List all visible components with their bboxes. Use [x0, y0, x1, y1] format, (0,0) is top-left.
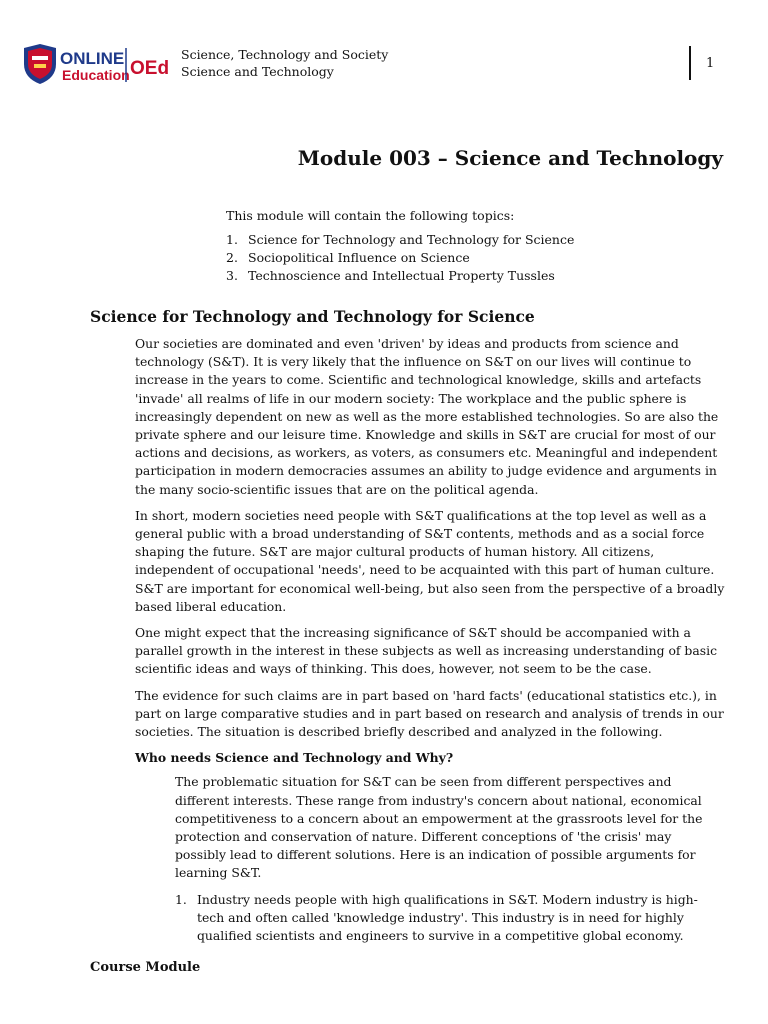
logo-education-text: Education	[62, 67, 130, 83]
header-text	[181, 46, 388, 80]
footer-label: Course Module	[90, 960, 201, 975]
paragraph: Our societies are dominated and even 'driven' by ideas and products from science and technology (S&T). It is very likely that the influence on S&T on our lives will continue to increase in the years to come. Scientific and technological knowledge, skills and artefacts 'invade' all realms of life in our modern society: The workplace and the public sphere is increasingly dependent on new as well as the more established technologies. So are also the private sphere and our leisure time. Knowledge and skills in S&T are crucial for most of our actions and decisions, as workers, as voters, as consumers etc. Meaningful and independent participation in modern democracies assumes an ability to judge evidence and arguments in the many socio-scientific issues that are on the political agenda.	[135, 336, 719, 497]
topic-item: 2. Sociopolitical Influence on Science	[226, 250, 470, 265]
header-divider	[689, 46, 691, 80]
argument-list	[175, 891, 725, 946]
subsection-body	[175, 773, 725, 945]
paragraph: The problematic situation for S&T can be seen from different perspectives and different interests. These range from industry's concern about national, economical competitiveness to a concern about an empowerment at the grassroots level for the protection and conservation of nature. Different conceptions of 'the crisis' may possibly lead to different solutions. Here is an indication of possible arguments for learning S&T.	[175, 774, 703, 881]
subject-name: Science and Technology	[181, 64, 334, 79]
paragraph: In short, modern societies need people with S&T qualifications at the top level as well as a general public with a broad understanding of S&T contents, methods and as a social force shaping the future. S&T are major cultural products of human history. All citizens, independent of occupational 'needs', need to be acquainted with this part of human culture. S&T are important for economical well-being, but also seen from the perspective of a broadly based liberal education.	[135, 507, 725, 614]
online-education-logo	[22, 42, 174, 86]
topic-item: 3. Technoscience and Intellectual Property Tussles	[226, 268, 555, 283]
intro	[226, 207, 726, 285]
topic-item: 1. Science for Technology and Technology for Science	[226, 232, 575, 247]
topic-list	[226, 231, 726, 285]
list-item: 1. Industry needs people with high qualifications in S&T. Modern industry is high-tech and often called 'knowledge industry'. This industry is in need for highly qualified scientists and engineers to survive in a competitive global economy.	[175, 891, 698, 944]
subsection-title: Who needs Science and Technology and Why?	[135, 750, 454, 766]
course-name: Science, Technology and Society	[181, 47, 389, 62]
paragraph: The evidence for such claims are in part based on 'hard facts' (educational statistics etc.), in part on large comparative studies and in part based on research and analysis of trends in our societies. The situation is described briefly described and analyzed in the following.	[135, 687, 724, 740]
page-number: 1	[706, 56, 715, 71]
paragraph: One might expect that the increasing significance of S&T should be accompanied with a parallel growth in the interest in these subjects as well as increasing understanding of basic scientific ideas and ways of thinking. This does, however, not seem to be the case.	[135, 625, 718, 677]
section-body	[135, 335, 725, 945]
module-title: Module 003 – Science and Technology	[297, 146, 723, 170]
logo-online-text: ONLINE	[60, 49, 125, 68]
logo-oed-text: OEd	[130, 58, 170, 79]
section-title: Science for Technology and Technology for Science	[90, 307, 535, 326]
intro-lead: This module will contain the following topics:	[226, 208, 515, 223]
